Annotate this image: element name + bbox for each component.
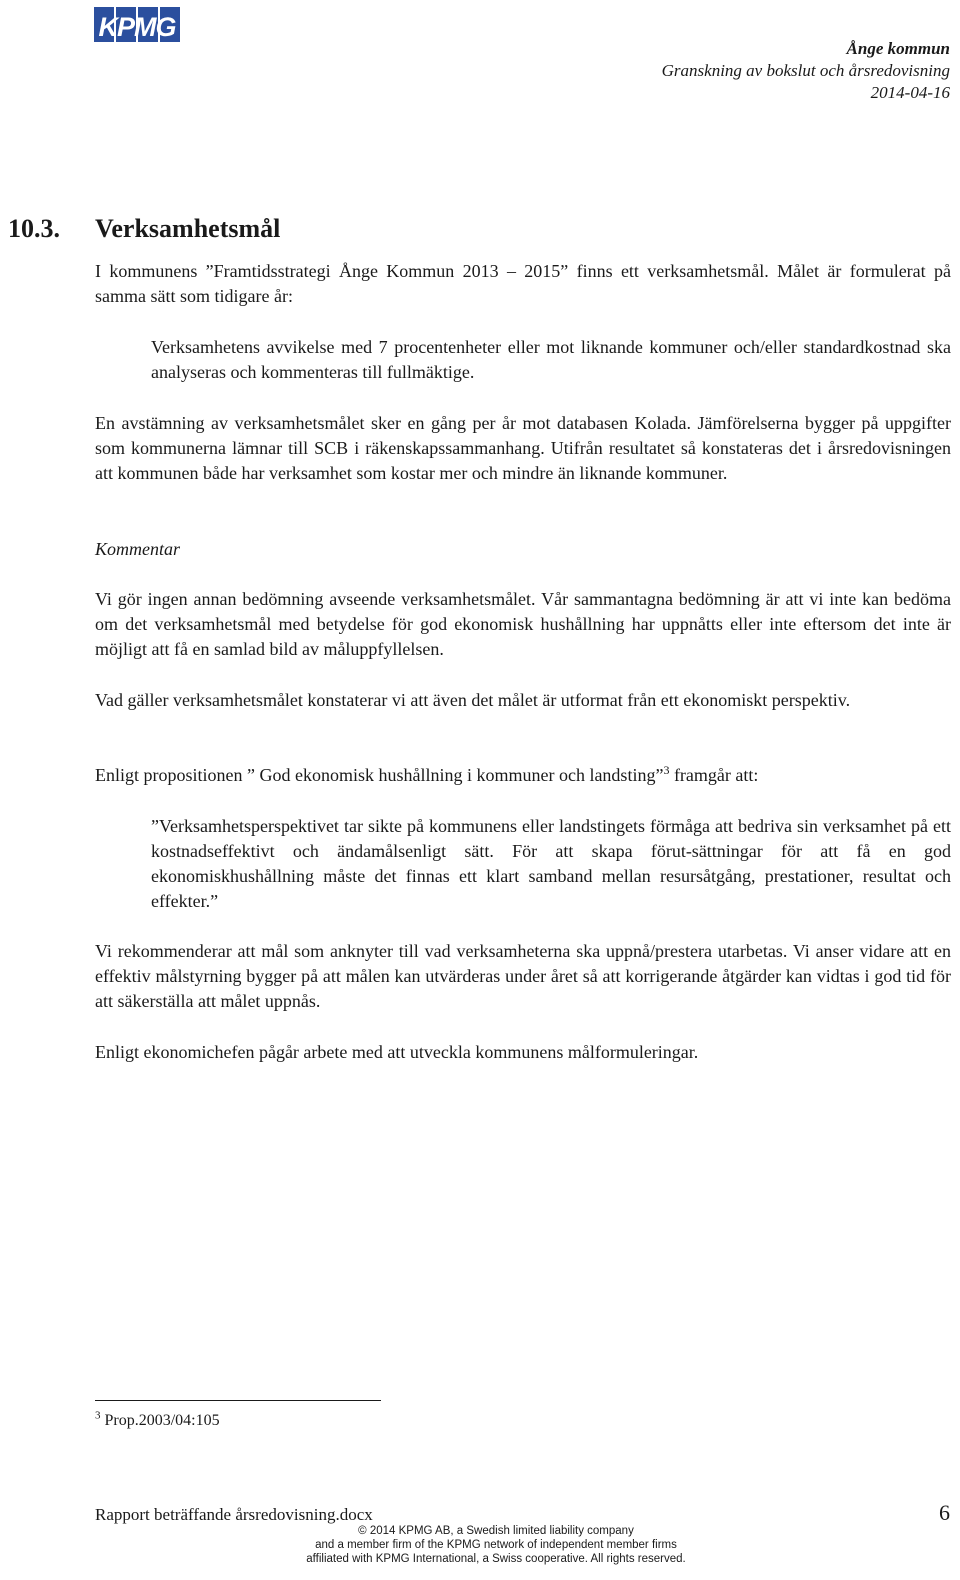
proposition-tail: framgår att: (669, 765, 759, 785)
section-number: 10.3. (8, 214, 60, 243)
footer-legal (0, 1524, 960, 1566)
header-date: 2014-04-16 (870, 83, 950, 102)
document-header (662, 38, 950, 104)
logo-text: KPMG (98, 12, 176, 42)
kommentar-heading: Kommentar (95, 539, 180, 559)
page-number: 6 (939, 1500, 950, 1525)
kpmg-logo-mark (91, 6, 183, 44)
quote-proposition: ”Verksamhetsperspektivet tar sikte på kommunens eller landstingets förmåga att bedriva sin verksamhet på ett kostnadseffektivt och ändamålsenligt sätt. För att skapa förut-sättningar för att få en god ekonomiskhushållning måste det finnas ett klart samband mellan resursåtgång, prestationer, resultat och effekter.” (151, 816, 951, 911)
legal-line-1: © 2014 KPMG AB, a Swedish limited liability company (358, 1525, 634, 1537)
legal-line-3: affiliated with KPMG International, a Swiss cooperative. All rights reserved. (306, 1553, 686, 1565)
footnote-divider (95, 1400, 381, 1401)
footnote-number: 3 (95, 1409, 101, 1422)
paragraph-intro: I kommunens ”Framtidsstrategi Ånge Kommun 2013 – 2015” finns ett verksamhetsmål. Målet är formulerat på samma sätt som tidigare år: (95, 261, 951, 306)
paragraph-assessment: Vi gör ingen annan bedömning avseende verksamhetsmålet. Vår sammantagna bedömning är att vi inte kan bedöma om det verksamhetsmål med betydelse för god ekonomisk hushållning har uppnåtts eller inte eftersom det inte är möjligt att få en samlad bild av måluppfyllelsen. (95, 589, 951, 659)
header-organization: Ånge kommun (846, 39, 950, 58)
legal-line-2: and a member firm of the KPMG network of independent member firms (315, 1539, 677, 1551)
footnote-text: Prop.2003/04:105 (100, 1412, 220, 1429)
footer-document-name: Rapport beträffande årsredovisning.docx (95, 1505, 373, 1524)
header-subtitle: Granskning av bokslut och årsredovisning (661, 61, 950, 80)
footnote (95, 1410, 220, 1432)
paragraph-recommendation: Vi rekommenderar att mål som anknyter till vad verksamheterna ska uppnå/prestera utarbetas. Vi anser vidare att en effektiv målstyrning bygger på att målen kan utvärderas under året så att korrigerande åtgärder kan vidtas i god tid för att säkerställa att målet uppnås. (95, 941, 951, 1011)
quote-goal: Verksamhetens avvikelse med 7 procentenheter eller mot liknande kommuner och/eller standardkostnad ska analyseras och kommenteras till fullmäktige. (151, 337, 951, 382)
paragraph-proposition (95, 763, 951, 788)
paragraph-economic-perspective: Vad gäller verksamhetsmålet konstaterar vi att även det målet är utformat från ett ekonomiskt perspektiv. (95, 690, 851, 710)
paragraph-kolada: En avstämning av verksamhetsmålet sker en gång per år mot databasen Kolada. Jämförelserna bygger på uppgifter som kommunerna lämnar till SCB i räkenskapssammanhang. Utifrån resultatet så konstateras det i årsredovisningen att kommunen både har verksamhet som kostar mer och mindre än liknande kommuner. (95, 413, 951, 483)
proposition-text: Enligt propositionen ” God ekonomisk hushållning i kommuner och landsting” (95, 765, 664, 785)
kpmg-logo (91, 6, 183, 44)
footnote-reference: 3 (663, 763, 670, 777)
section-title: Verksamhetsmål (95, 214, 281, 243)
section-heading (8, 214, 280, 244)
paragraph-ongoing-work: Enligt ekonomichefen pågår arbete med att utveckla kommunens målformuleringar. (95, 1042, 699, 1062)
